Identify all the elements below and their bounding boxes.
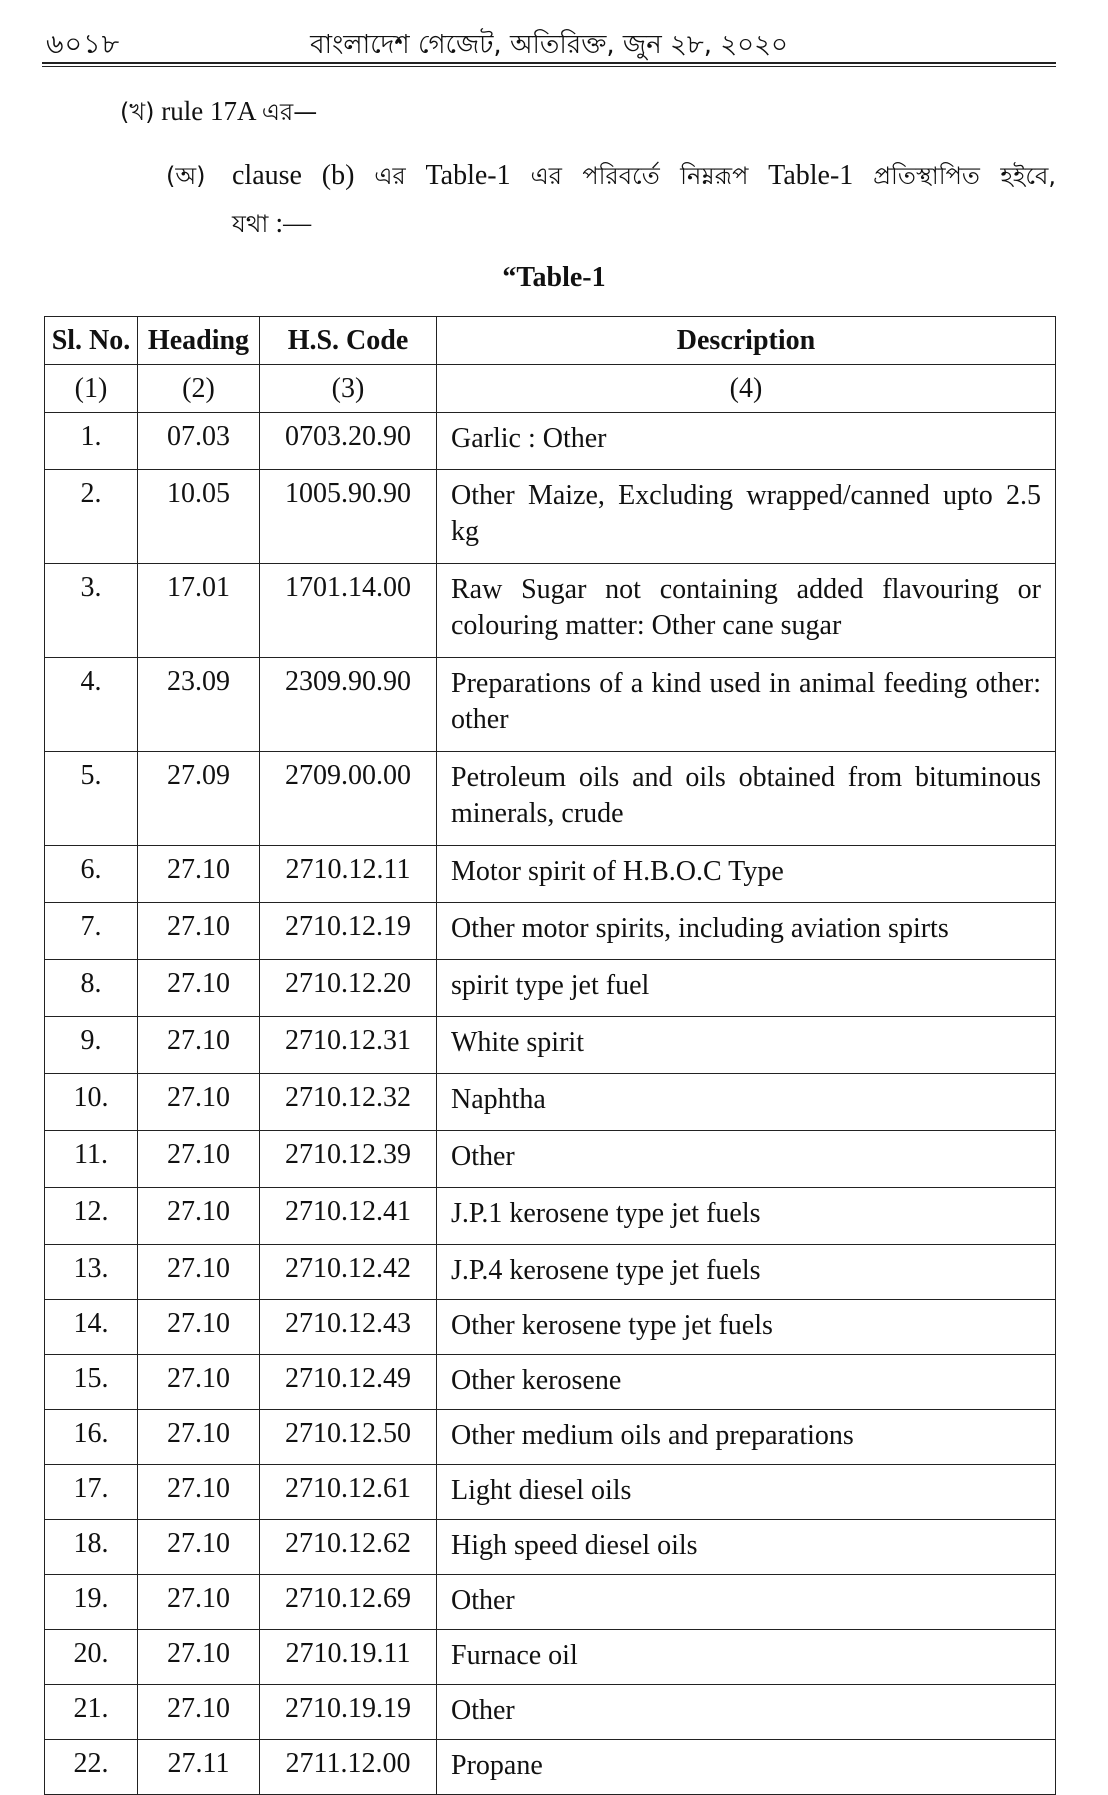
clause-kha-marker: (খ) — [120, 98, 155, 126]
table-row — [45, 1131, 1056, 1188]
hs-code: 2710.12.31 — [260, 1017, 437, 1074]
table-row — [45, 1575, 1056, 1630]
hs-code: 2710.12.62 — [260, 1520, 437, 1575]
heading-code: 27.10 — [138, 1245, 260, 1300]
description: Other kerosene — [437, 1355, 1056, 1410]
hs-code: 2710.12.20 — [260, 960, 437, 1017]
page-number: ৬০১৮ — [46, 29, 121, 60]
description: Other motor spirits, including aviation spirts — [437, 903, 1056, 960]
sl-number: 17. — [45, 1465, 138, 1520]
description: Other medium oils and preparations — [437, 1410, 1056, 1465]
table-row — [45, 1188, 1056, 1245]
hs-code: 2710.12.43 — [260, 1300, 437, 1355]
sl-number: 14. — [45, 1300, 138, 1355]
sl-number: 11. — [45, 1131, 138, 1188]
clause-kha — [120, 94, 317, 134]
table-row — [45, 564, 1056, 658]
clause-kha-suffix: এর— — [261, 98, 318, 126]
column-number: (3) — [260, 365, 437, 413]
heading-code: 27.10 — [138, 1017, 260, 1074]
hs-code: 2710.19.11 — [260, 1630, 437, 1685]
hs-code: 2710.12.19 — [260, 903, 437, 960]
header-sl-no: Sl. No. — [45, 317, 138, 365]
clause-a — [166, 152, 1056, 248]
description: J.P.4 kerosene type jet fuels — [437, 1245, 1056, 1300]
sl-number: 7. — [45, 903, 138, 960]
sl-number: 3. — [45, 564, 138, 658]
description: Motor spirit of H.B.O.C Type — [437, 846, 1056, 903]
table-row — [45, 752, 1056, 846]
table-row — [45, 903, 1056, 960]
heading-code: 17.01 — [138, 564, 260, 658]
table-row — [45, 846, 1056, 903]
description: Light diesel oils — [437, 1465, 1056, 1520]
table-header-row — [45, 317, 1056, 365]
table-row — [45, 1074, 1056, 1131]
tariff-table — [44, 316, 1056, 1795]
clause-a-part: clause (b) — [232, 160, 355, 191]
sl-number: 15. — [45, 1355, 138, 1410]
heading-code: 27.10 — [138, 1355, 260, 1410]
description: White spirit — [437, 1017, 1056, 1074]
heading-code: 27.10 — [138, 1575, 260, 1630]
column-number: (1) — [45, 365, 138, 413]
sl-number: 2. — [45, 470, 138, 564]
hs-code: 1005.90.90 — [260, 470, 437, 564]
table-row — [45, 1630, 1056, 1685]
hs-code: 2710.12.49 — [260, 1355, 437, 1410]
sl-number: 21. — [45, 1685, 138, 1740]
table-row — [45, 1300, 1056, 1355]
column-number-row — [45, 365, 1056, 413]
heading-code: 27.10 — [138, 1685, 260, 1740]
heading-code: 27.10 — [138, 960, 260, 1017]
hs-code: 2710.12.32 — [260, 1074, 437, 1131]
clause-a-marker: (অ) — [166, 162, 206, 190]
description: Other — [437, 1575, 1056, 1630]
sl-number: 20. — [45, 1630, 138, 1685]
header-rule — [42, 62, 1056, 64]
gazette-title: বাংলাদেশ গেজেট, অতিরিক্ত, জুন ২৮, ২০২০ — [310, 30, 788, 60]
description: High speed diesel oils — [437, 1520, 1056, 1575]
sl-number: 4. — [45, 658, 138, 752]
sl-number: 19. — [45, 1575, 138, 1630]
description: Other kerosene type jet fuels — [437, 1300, 1056, 1355]
sl-number: 5. — [45, 752, 138, 846]
description: Propane — [437, 1740, 1056, 1795]
heading-code: 27.10 — [138, 903, 260, 960]
heading-code: 07.03 — [138, 413, 260, 470]
description: spirit type jet fuel — [437, 960, 1056, 1017]
clause-a-yatha — [232, 200, 1056, 248]
clause-a-part: প্রতিস্থাপিত হইবে, — [873, 162, 1057, 190]
table-row — [45, 1740, 1056, 1795]
sl-number: 12. — [45, 1188, 138, 1245]
hs-code: 2710.12.69 — [260, 1575, 437, 1630]
heading-code: 27.10 — [138, 846, 260, 903]
heading-code: 27.10 — [138, 1300, 260, 1355]
hs-code: 0703.20.90 — [260, 413, 437, 470]
table-row — [45, 1685, 1056, 1740]
hs-code: 2710.12.41 — [260, 1188, 437, 1245]
heading-code: 23.09 — [138, 658, 260, 752]
hs-code: 2710.12.39 — [260, 1131, 437, 1188]
header-description: Description — [437, 317, 1056, 365]
sl-number: 10. — [45, 1074, 138, 1131]
sl-number: 1. — [45, 413, 138, 470]
page-header — [42, 18, 1056, 60]
clause-a-text — [232, 152, 1056, 200]
hs-code: 2710.12.50 — [260, 1410, 437, 1465]
description: Preparations of a kind used in animal feeding other: other — [437, 658, 1056, 752]
heading-code: 10.05 — [138, 470, 260, 564]
sl-number: 13. — [45, 1245, 138, 1300]
sl-number: 16. — [45, 1410, 138, 1465]
table-row — [45, 960, 1056, 1017]
header-hs-code: H.S. Code — [260, 317, 437, 365]
clause-a-part: এর পরিবর্তে নিম্নরূপ — [530, 162, 749, 190]
description: Other — [437, 1685, 1056, 1740]
hs-code: 1701.14.00 — [260, 564, 437, 658]
heading-code: 27.11 — [138, 1740, 260, 1795]
heading-code: 27.10 — [138, 1074, 260, 1131]
column-number: (2) — [138, 365, 260, 413]
yatha-suffix: :— — [275, 208, 312, 239]
sl-number: 18. — [45, 1520, 138, 1575]
description: Raw Sugar not containing added flavouring or colouring matter: Other cane sugar — [437, 564, 1056, 658]
heading-code: 27.10 — [138, 1630, 260, 1685]
sl-number: 8. — [45, 960, 138, 1017]
hs-code: 2710.12.61 — [260, 1465, 437, 1520]
column-number: (4) — [437, 365, 1056, 413]
table-row — [45, 1355, 1056, 1410]
hs-code: 2309.90.90 — [260, 658, 437, 752]
hs-code: 2710.12.11 — [260, 846, 437, 903]
table-row — [45, 470, 1056, 564]
hs-code: 2711.12.00 — [260, 1740, 437, 1795]
yatha-word: যথা — [232, 210, 269, 238]
heading-code: 27.10 — [138, 1131, 260, 1188]
header-heading: Heading — [138, 317, 260, 365]
header-rule-thin — [42, 66, 1056, 67]
table-row — [45, 658, 1056, 752]
table-row — [45, 413, 1056, 470]
sl-number: 9. — [45, 1017, 138, 1074]
description: Other Maize, Excluding wrapped/canned upto 2.5 kg — [437, 470, 1056, 564]
table-row — [45, 1520, 1056, 1575]
clause-a-part: Table-1 — [425, 160, 511, 191]
heading-code: 27.10 — [138, 1465, 260, 1520]
heading-code: 27.09 — [138, 752, 260, 846]
table-row — [45, 1410, 1056, 1465]
hs-code: 2710.12.42 — [260, 1245, 437, 1300]
clause-kha-rule: rule 17A — [161, 96, 255, 126]
heading-code: 27.10 — [138, 1520, 260, 1575]
heading-code: 27.10 — [138, 1410, 260, 1465]
description: Naphtha — [437, 1074, 1056, 1131]
heading-code: 27.10 — [138, 1188, 260, 1245]
sl-number: 22. — [45, 1740, 138, 1795]
description: Petroleum oils and oils obtained from bituminous minerals, crude — [437, 752, 1056, 846]
sl-number: 6. — [45, 846, 138, 903]
description: Garlic : Other — [437, 413, 1056, 470]
description: J.P.1 kerosene type jet fuels — [437, 1188, 1056, 1245]
table-caption: “Table-1 — [502, 262, 606, 293]
description: Furnace oil — [437, 1630, 1056, 1685]
table-row — [45, 1017, 1056, 1074]
table-row — [45, 1245, 1056, 1300]
hs-code: 2710.19.19 — [260, 1685, 437, 1740]
description: Other — [437, 1131, 1056, 1188]
hs-code: 2709.00.00 — [260, 752, 437, 846]
table-row — [45, 1465, 1056, 1520]
clause-a-part: এর — [374, 162, 406, 190]
clause-a-part: Table-1 — [768, 160, 854, 191]
